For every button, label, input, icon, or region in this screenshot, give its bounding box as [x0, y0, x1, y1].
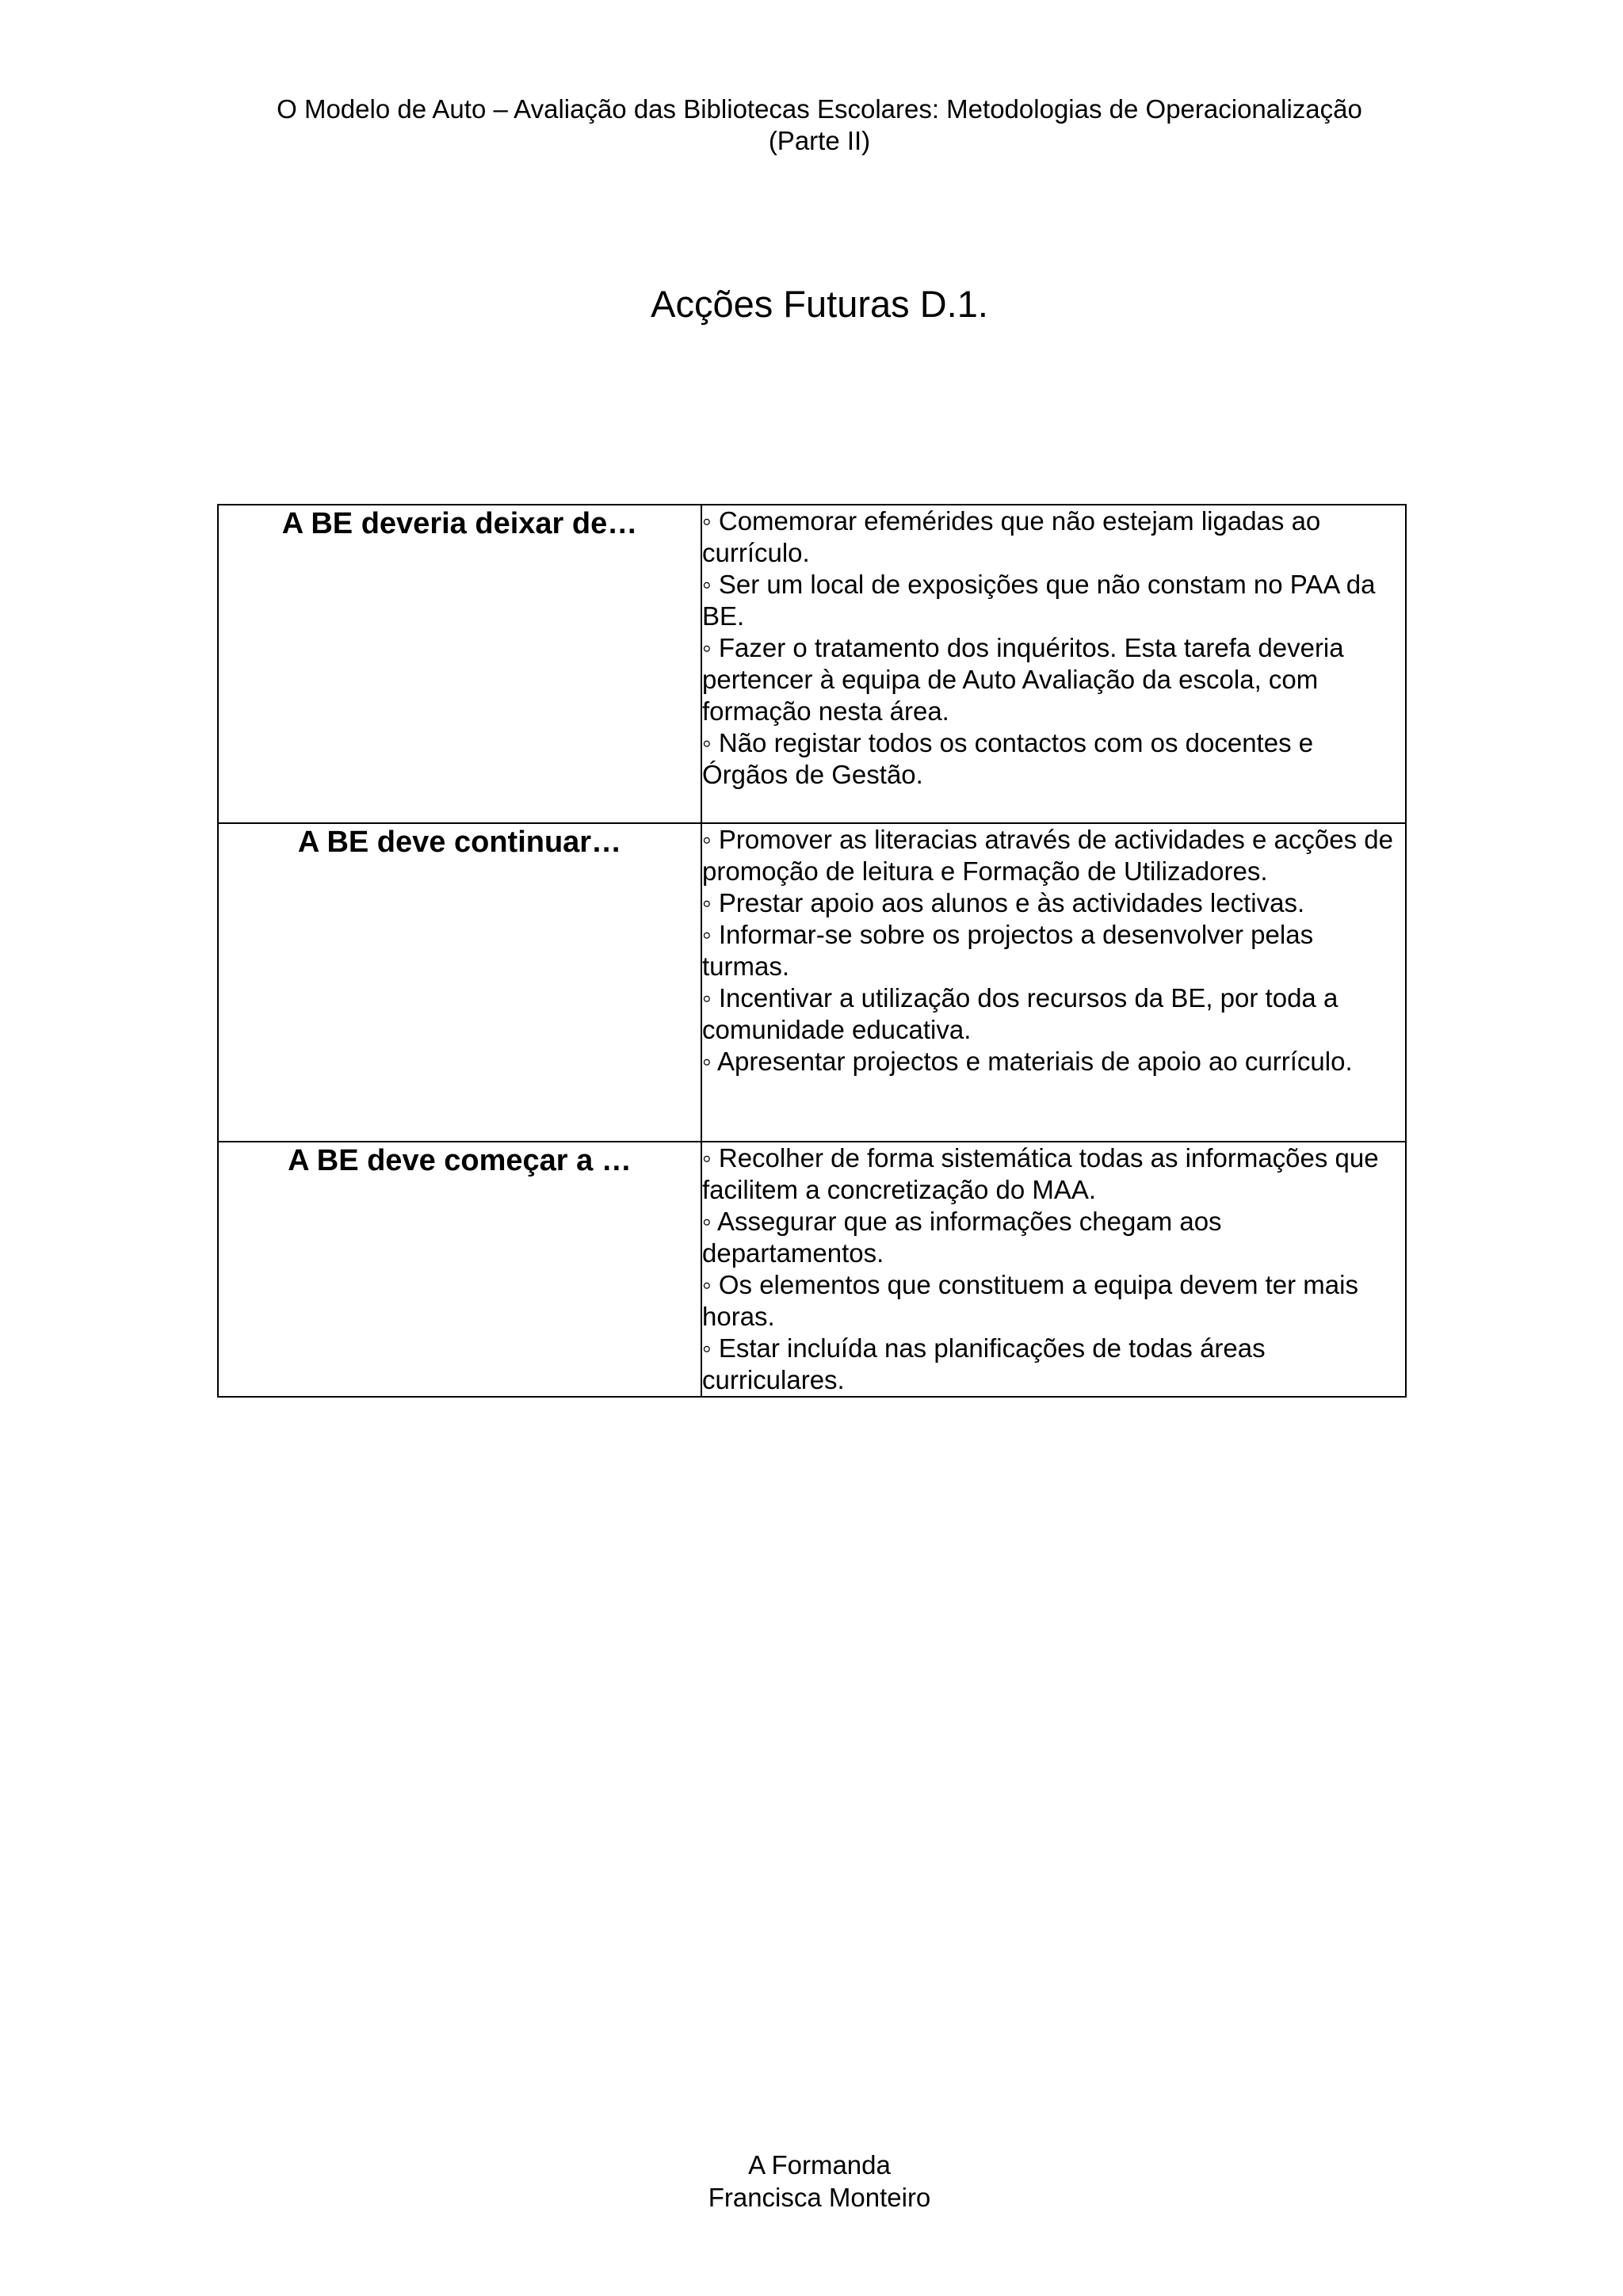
- signature-block: [0, 2149, 1623, 2214]
- list-item: ◦ Incentivar a utilização dos recursos da BE, por toda a comunidade educativa.: [702, 983, 1338, 1044]
- list-item: ◦ Promover as literacias através de actividades e acções de promoção de leitura e Formação de Utilizadores.: [702, 825, 1393, 886]
- document-header: [0, 93, 1623, 157]
- page-title: Acções Futuras D.1.: [651, 283, 988, 325]
- row-label-continue: A BE deve continuar…: [218, 823, 701, 1142]
- list-item: ◦ Fazer o tratamento dos inquéritos. Esta tarefa deveria pertencer à equipa de Auto Avaliação da escola, com formação nesta área.: [702, 633, 1344, 726]
- signature-role: A Formanda: [748, 2150, 891, 2180]
- row-items-stop: [701, 505, 1406, 823]
- row-items-start: [701, 1142, 1406, 1397]
- signature-name: Francisca Monteiro: [708, 2183, 931, 2212]
- list-item: ◦ Informar-se sobre os projectos a desenvolver pelas turmas.: [702, 920, 1314, 981]
- actions-table: [217, 504, 1407, 1398]
- header-line-2: (Parte II): [768, 126, 871, 155]
- list-item: ◦ Apresentar projectos e materiais de apoio ao currículo.: [702, 1047, 1353, 1076]
- row-label-stop: A BE deveria deixar de…: [218, 505, 701, 823]
- list-item: ◦ Comemorar efemérides que não estejam ligadas ao currículo.: [702, 506, 1321, 567]
- row-items-continue: [701, 823, 1406, 1142]
- list-item: ◦ Ser um local de exposições que não constam no PAA da BE.: [702, 570, 1376, 631]
- list-item: ◦ Recolher de forma sistemática todas as informações que facilitem a concretização do MAA.: [702, 1143, 1379, 1204]
- list-item: ◦ Prestar apoio aos alunos e às actividades lectivas.: [702, 888, 1305, 917]
- header-line-1: O Modelo de Auto – Avaliação das Bibliotecas Escolares: Metodologias de Operacionalização: [277, 94, 1362, 124]
- table-row-start: [218, 1142, 1406, 1397]
- table-row-continue: [218, 823, 1406, 1142]
- table-row-stop: [218, 505, 1406, 823]
- list-item: ◦ Os elementos que constituem a equipa devem ter mais horas.: [702, 1270, 1358, 1331]
- list-item: ◦ Estar incluída nas planificações de todas áreas curriculares.: [702, 1333, 1266, 1394]
- list-item: ◦ Assegurar que as informações chegam aos departamentos.: [702, 1207, 1222, 1268]
- row-label-start: A BE deve começar a …: [218, 1142, 701, 1397]
- list-item: ◦ Não registar todos os contactos com os docentes e Órgãos de Gestão.: [702, 728, 1314, 789]
